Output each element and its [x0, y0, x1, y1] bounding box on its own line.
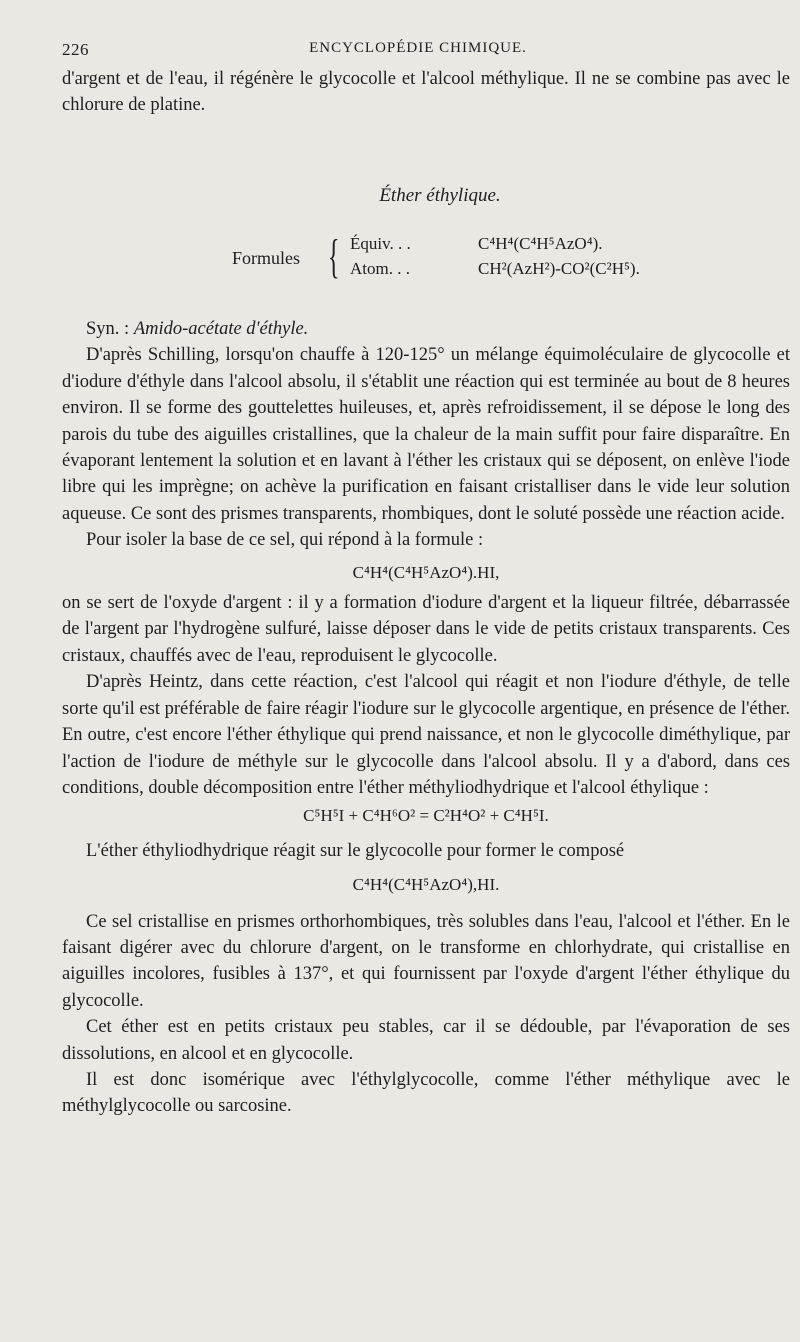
- paragraph-isolate: Pour isoler la base de ce sel, qui répond à la formule :: [86, 530, 484, 551]
- intro-text: [62, 66, 790, 119]
- paragraph-heintz: D'après Heintz, dans cette réaction, c'est l'alcool qui réagit et non l'iodure d'éthyle, de telle sorte qu'il est préférable de faire réagir l'iodure sur le glycocolle argentique, en présence de l'éther. En outre, c'est encore l'éther éthylique qui prend naissance, et non le glycocolle diméthylique, par l'action de l'iodure de méthyle sur le glycocolle dans l'alcool absolu. Il y a d'abord, dans ces conditions, double décomposition entre l'éther méthyliodhydrique et l'alcool éthylique :: [62, 672, 790, 798]
- paragraph-crystallise: Ce sel cristallise en prismes orthorhombiques, très solubles dans l'eau, l'alcool et l'éther. En le faisant digérer avec du chlorure d'argent, on le transforme en chlorhydrate, qui cristallise en aiguilles incolores, fusibles à 137°, et qui fournissent par l'oxyde d'argent l'éther éthylique du glycocolle.: [62, 911, 790, 1011]
- section-title: Éther éthylique.: [379, 185, 501, 206]
- synonym-line: [62, 316, 790, 342]
- paragraph-silver-oxide: on se sert de l'oxyde d'argent : il y a formation d'iodure d'argent et la liqueur filtrée, débarrassée de l'argent par l'hydrogène sulfuré, laisse déposer dans le vide de petits cristaux transparents. Ces cristaux, chauffés avec de l'eau, reproduisent le glycocolle.: [62, 593, 790, 666]
- equiv-label: Équiv. . .: [350, 234, 411, 253]
- formula-equation: C⁵H⁵I + C⁴H⁶O² = C²H⁴O² + C⁴H⁵I.: [303, 806, 549, 826]
- paragraph-ethyliodhydric: L'éther éthyliodhydrique réagit sur le glycocolle pour former le composé: [86, 840, 625, 861]
- paragraph-schilling: D'après Schilling, lorsqu'on chauffe à 120-125° un mélange équimoléculaire de glycocolle et d'iodure d'éthyle dans l'alcool absolu, il s'établit une réaction qui est terminée au bout de 8 heures environ. Il se forme des gouttelettes huileuses, et, après refroidissement, il se dépose le long des parois du tube des aiguilles cristallines, que la chaleur de la main suffit pour faire disparaître. En évaporant lentement la solution et en lavant à l'éther les cristaux qui se déposent, on enlève l'iode libre qui les imprègne; on achève la purification en faisant cristalliser dans le vide leur solution aqueuse. Ce sont des prismes transparents, rhombiques, dont le soluté possède une réaction acide.: [62, 345, 790, 524]
- synonym-prefix: Syn. :: [86, 319, 134, 339]
- formula-equiv-row: [350, 234, 603, 254]
- page-header: [62, 40, 790, 64]
- brace-glyph: {: [328, 230, 340, 283]
- paragraph-stability: Cet éther est en petits cristaux peu stables, car il se dédouble, par l'évaporation de ses dissolutions, en alcool et en glycocolle.: [62, 1017, 790, 1064]
- body-text: [62, 316, 790, 1120]
- atom-label: Atom. . .: [350, 259, 410, 278]
- formulas-label: Formules: [232, 248, 301, 268]
- paragraph-isomer: Il est donc isomérique avec l'éthylglycocolle, comme l'éther méthylique avec le méthylglycocolle ou sarcosine.: [62, 1069, 790, 1117]
- page-number: 226: [62, 40, 89, 59]
- formula-hydriodide: C⁴H⁴(C⁴H⁵AzO⁴).HI,: [352, 562, 500, 582]
- formulas-block: [232, 232, 692, 288]
- formula-compound: C⁴H⁴(C⁴H⁵AzO⁴),HI.: [352, 875, 500, 895]
- synonym-name: Amido-acétate d'éthyle.: [133, 319, 309, 339]
- formula-atom-row: [350, 259, 640, 279]
- atom-formula: CH²(AzH²)-CO²(C²H⁵).: [478, 259, 640, 278]
- intro-paragraph: d'argent et de l'eau, il régénère le glycocolle et l'alcool méthylique. Il ne se combine pas avec le chlorure de platine.: [62, 69, 790, 116]
- equiv-formula: C⁴H⁴(C⁴H⁵AzO⁴).: [478, 234, 603, 253]
- running-title: ENCYCLOPÉDIE CHIMIQUE.: [309, 40, 527, 56]
